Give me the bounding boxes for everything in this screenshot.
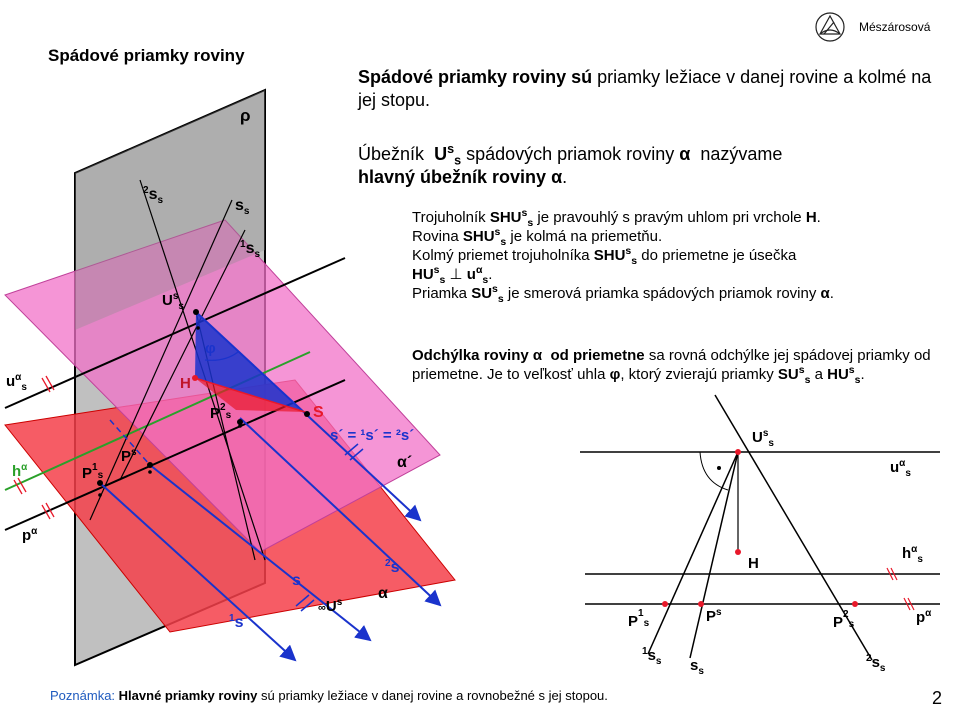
label-Ps: $P^s$ [121, 447, 137, 465]
intro-main-vanishing-point: Úbežník $U^s_s$ spádových priamok roviny α nazývame hlavný úbežník roviny α. [358, 142, 783, 187]
property-line: Kolmý priemet trojuholníka $SHU^s_s$ do priemetne je úsečka [412, 245, 797, 267]
label-rho: ρ [240, 106, 251, 125]
property-line: $HU^s_s$ ⊥ $u^\alpha_s$. [412, 264, 493, 286]
right-figure [560, 390, 960, 680]
label-1ss: $^1s_s$ [642, 646, 662, 667]
label-s: s [292, 572, 301, 589]
label-u-alpha: $u^\alpha_s$ [890, 458, 911, 479]
label-s-prime: s´ = ¹s´ = ²s´ [330, 427, 415, 444]
page-number: 2 [932, 688, 943, 708]
property-line: Priamka $SU^s_s$ je smerová priamka spádových priamok roviny α. [412, 283, 834, 305]
label-P1s: $P^1_s$ [82, 462, 104, 482]
label-2ss: $^2s_s$ [866, 653, 886, 674]
label-P1s: $P^1_s$ [628, 608, 650, 630]
label-h-alpha: $h^\alpha_s$ [902, 544, 923, 565]
label-p-alpha: $p^\alpha$ [916, 608, 932, 626]
label-H: H [180, 375, 191, 392]
label-1s: $^1$s [229, 613, 244, 631]
label-ss: $s_s$ [690, 657, 704, 677]
label-phi: φ [205, 340, 216, 357]
label-inf-Us: $\infty U^s$ [318, 597, 343, 615]
deviation-paragraph: Odchýlka roviny α od priemetne sa rovná odchýlke jej spádovej priamky od priemetne. Je to veľkosť uhla φ, ktorý zvierajú priamky $SU^s_s$ a $HU^s_s$. [412, 347, 931, 386]
label-p-alpha: $p^\alpha$ [22, 526, 38, 544]
label-P2s: $P^2_s$ [210, 402, 232, 422]
property-line: Trojuholník $SHU^s_s$ je pravouhlý s pravým uhlom pri vrchole H. [412, 207, 821, 229]
label-P2s: $P^2_s$ [833, 609, 855, 631]
footnote: Poznámka: Hlavné priamky roviny sú priamky ležiace v danej rovine a rovnobežné s jej stopou. [50, 688, 608, 703]
label-S: S [313, 404, 324, 421]
label-Us: $U^s_s$ [752, 428, 774, 449]
left-figure [0, 0, 470, 690]
label-2ss: $^2s_s$ [143, 185, 164, 206]
label-h-alpha: $h^\alpha$ [12, 462, 28, 480]
label-Ps: $P^s$ [706, 607, 722, 625]
intro-definition: Spádové priamky roviny sú priamky ležiace v danej rovine a kolmé na jej stopu. [358, 67, 932, 110]
page-title: Spádové priamky roviny [48, 46, 245, 65]
label-H: H [748, 555, 759, 572]
label-u-alpha: $u^\alpha_s$ [6, 372, 27, 393]
label-alpha-prime: α´ [397, 454, 413, 471]
label-Us: $U^s_s$ [162, 291, 184, 312]
triangle-properties [412, 208, 952, 303]
line-1ss [648, 452, 738, 654]
label-ss: $s_s$ [235, 197, 250, 217]
property-line: Rovina $SHU^s_s$ je kolmá na priemetňu. [412, 226, 663, 248]
logo-text: Mészárosová [859, 20, 931, 34]
label-2s: $^2$s [385, 558, 400, 576]
logo-icon [816, 13, 844, 41]
label-alpha: α [378, 585, 388, 602]
label-1ss: $^1s_s$ [240, 239, 261, 260]
